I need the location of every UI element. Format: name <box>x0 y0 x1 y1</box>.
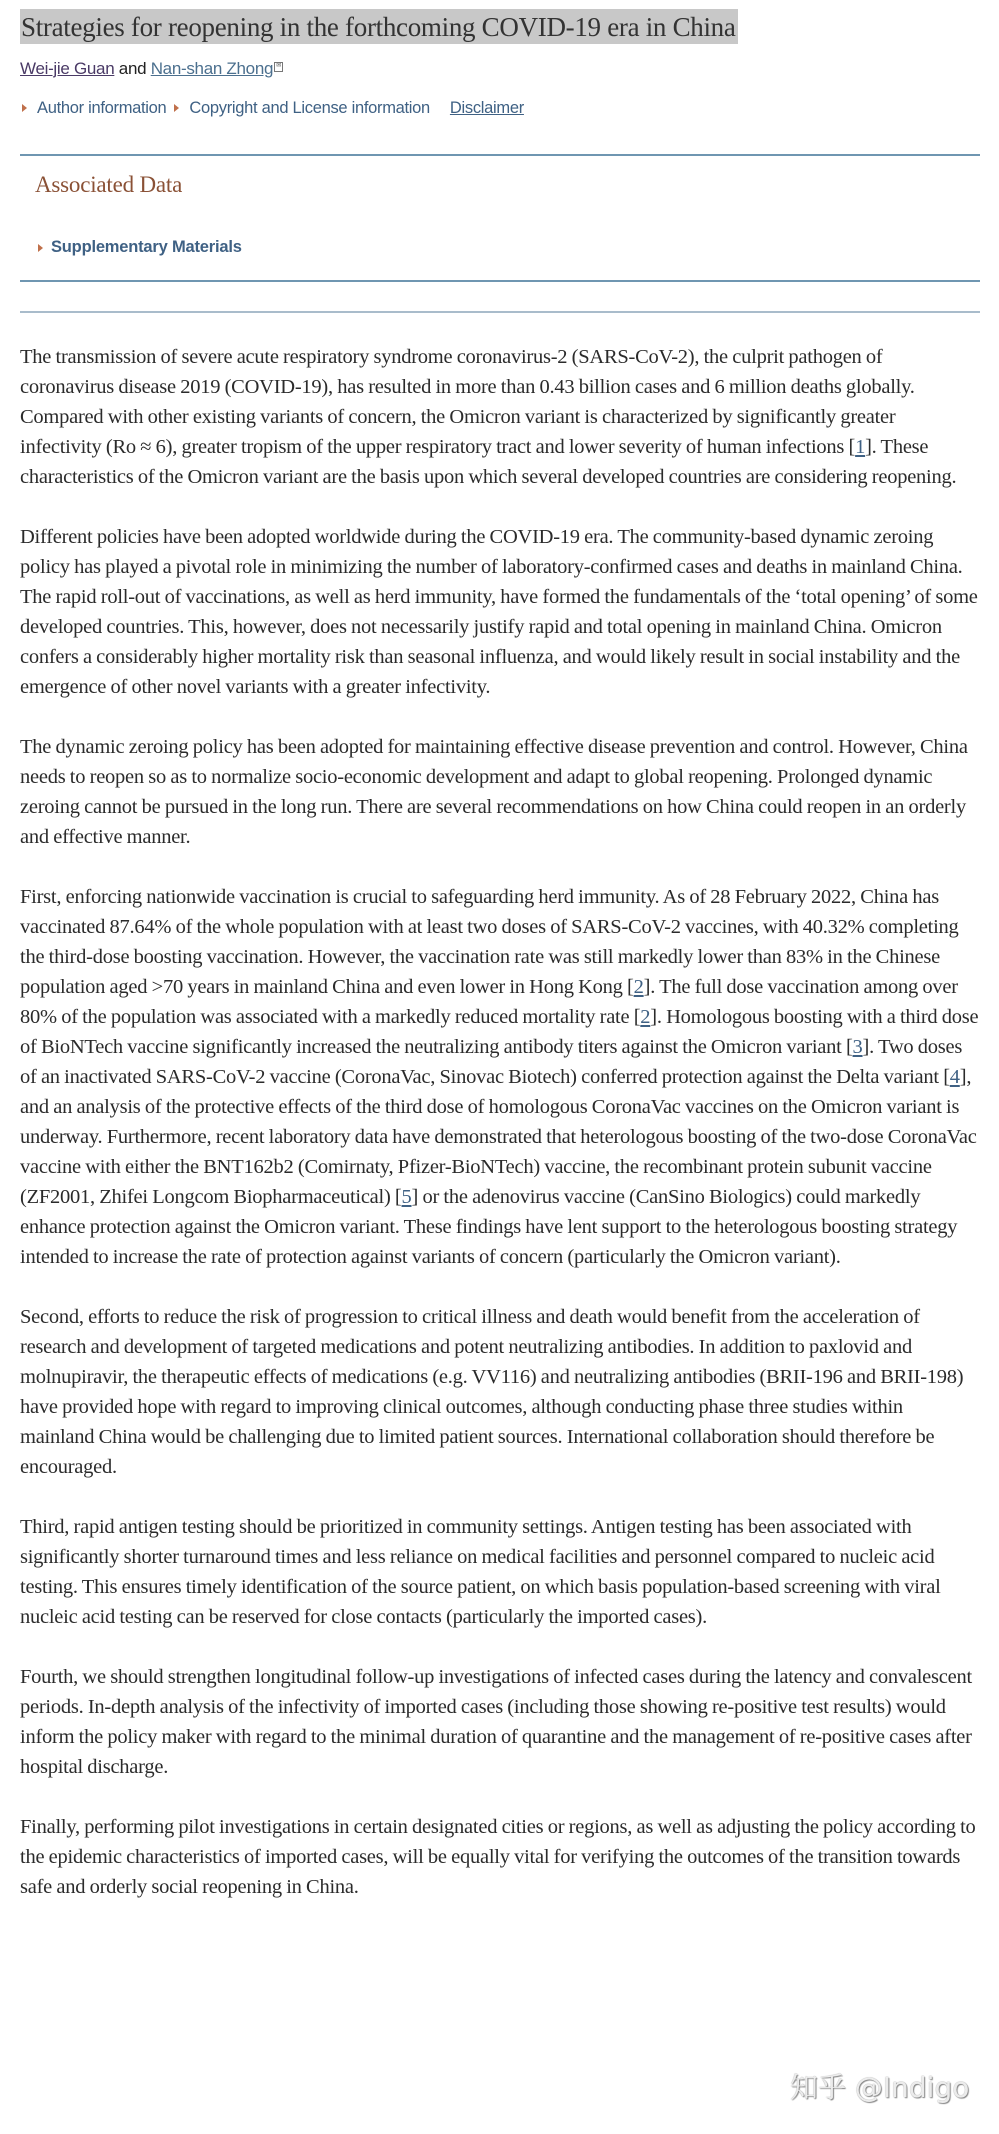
paragraph-text: Finally, performing pilot investigations in certain designated cities or regions, as well as adjusting the policy according to the epidemic characteristics of imported cases, will be equally vital for verifying the outcomes of the transition towards safe and orderly social reopening in China. <box>20 1816 976 1898</box>
expand-triangle-icon <box>174 104 179 112</box>
article-title: Strategies for reopening in the forthcoming COVID-19 era in China <box>20 9 738 44</box>
paragraph-text: Third, rapid antigen testing should be prioritized in community settings. Antigen testing has been associated with significantly shorter turnaround times and less reliance on medical facilities and personnel compared to nucleic acid testing. This ensures timely identification of the source patient, on which basis population-based screening with viral nucleic acid testing can be reserved for close contacts (particularly the imported cases). <box>20 1516 941 1628</box>
supplementary-materials-toggle[interactable] <box>38 238 242 257</box>
expand-triangle-icon <box>22 104 27 112</box>
expand-triangle-icon <box>38 244 43 252</box>
paragraph-text: ]. Two doses of an inactivated SARS-CoV-2 vaccine (CoronaVac, Sinovac Biotech) conferred protection against the Delta variant [ <box>20 1036 963 1088</box>
citation-link[interactable]: 1 <box>855 436 866 458</box>
author-conjunction: and <box>118 59 147 78</box>
citation-link[interactable]: 4 <box>949 1066 960 1088</box>
paragraph-text: ]. Homologous boosting with a third dose of BioNTech vaccine significantly increased the neutralizing antibody titers against the Omicron variant [ <box>20 1006 979 1058</box>
citation-link[interactable]: 5 <box>401 1186 412 1208</box>
author-list <box>20 58 980 80</box>
paragraph-text: ]. The full dose vaccination among over 80% of the population was associated with a markedly reduced mortality rate [ <box>20 976 958 1028</box>
title-wrap <box>20 9 980 44</box>
citation-link[interactable]: 3 <box>852 1036 863 1058</box>
paragraph-text: ], and an analysis of the protective effects of the third dose of homologous CoronaVac vaccines on the Omicron variant is underway. Furthermore, recent laboratory data have demonstrated that heterologous boosting of the two-dose CoronaVac vaccine with either the BNT162b2 (Comirnaty, Pfizer-BioNTech) vaccine, the recombinant protein subunit vaccine (ZF2001, Zhifei Longcom Biopharmaceutical) [ <box>20 1066 977 1208</box>
section-divider <box>20 311 980 313</box>
paragraph-text: Fourth, we should strengthen longitudinal follow-up investigations of infected cases during the latency and convalescent periods. In-depth analysis of the infectivity of imported cases (including those showing re-positive test results) would inform the policy maker with regard to the minimal duration of quarantine and the management of re-positive cases after hospital discharge. <box>20 1666 972 1778</box>
paragraph-text: Different policies have been adopted worldwide during the COVID-19 era. The community-based dynamic zeroing policy has played a pivotal role in minimizing the number of laboratory-confirmed cases and deaths in mainland China. The rapid roll-out of vaccinations, as well as herd immunity, have formed the fundamentals of the ‘total opening’ of some developed countries. This, however, does not necessarily justify rapid and total opening in mainland China. Omicron confers a considerably higher mortality risk than seasonal influenza, and would likely result in social instability and the emergence of other novel variants with a greater infectivity. <box>20 526 978 698</box>
article-page <box>20 0 980 1932</box>
paragraph-text: The transmission of severe acute respiratory syndrome coronavirus-2 (SARS-CoV-2), the culprit pathogen of coronavirus disease 2019 (COVID-19), has resulted in more than 0.43 billion cases and 6 million deaths globally. Compared with other existing variants of concern, the Omicron variant is characterized by significantly greater infectivity (Ro ≈ 6), greater tropism of the upper respiratory tract and lower severity of human infections [ <box>20 346 915 458</box>
supplementary-materials-label: Supplementary Materials <box>51 238 242 256</box>
author-link[interactable]: Wei-jie Guan <box>20 59 115 78</box>
paragraph-text: The dynamic zeroing policy has been adopted for maintaining effective disease prevention and control. However, China needs to reopen so as to normalize socio-economic development and adapt to global reopening. Prolonged dynamic zeroing cannot be pursued in the long run. There are several recommendations on how China could reopen in an orderly and effective manner. <box>20 736 968 848</box>
paragraph-text: Second, efforts to reduce the risk of progression to critical illness and death would benefit from the acceleration of research and development of targeted medications and potent neutralizing antibodies. In addition to paxlovid and molnupiravir, the therapeutic effects of medications (e.g. VV116) and neutralizing antibodies (BRII-196 and BRII-198) have provided hope with regard to improving clinical outcomes, although conducting phase three studies within mainland China would be challenging due to limited patient sources. International collaboration should therefore be encouraged. <box>20 1306 964 1478</box>
paragraph-text: ] or the adenovirus vaccine (CanSino Biologics) could markedly enhance protection against the Omicron variant. These findings have lent support to the heterologous boosting strategy intended to increase the rate of protection against variants of concern (particularly the Omicron variant). <box>20 1186 958 1268</box>
author-information-toggle[interactable] <box>20 97 166 119</box>
copyright-label: Copyright and License information <box>189 99 430 117</box>
body-paragraph <box>20 1302 980 1482</box>
disclaimer-link[interactable]: Disclaimer <box>449 99 524 117</box>
article-meta-links <box>20 97 980 119</box>
author-information-label: Author information <box>37 99 167 117</box>
citation-link[interactable]: 2 <box>640 1006 651 1028</box>
copyright-toggle[interactable] <box>172 97 430 119</box>
article-body <box>20 342 980 1902</box>
watermark: 知乎 @Indigo <box>790 2071 970 2104</box>
author-link[interactable]: Nan-shan Zhong <box>150 59 274 78</box>
body-paragraph <box>20 522 980 702</box>
mail-icon[interactable]: ✉ <box>274 62 283 72</box>
body-paragraph <box>20 342 980 492</box>
body-paragraph <box>20 1512 980 1632</box>
body-paragraph <box>20 732 980 852</box>
paragraph-text: ]. These characteristics of the Omicron variant are the basis upon which several developed countries are considering reopening. <box>20 436 957 488</box>
citation-link[interactable]: 2 <box>633 976 644 998</box>
body-paragraph <box>20 1662 980 1782</box>
body-paragraph <box>20 882 980 1272</box>
associated-data-heading: Associated Data <box>35 172 183 197</box>
paragraph-text: First, enforcing nationwide vaccination is crucial to safeguarding herd immunity. As of 28 February 2022, China has vaccinated 87.64% of the whole population with at least two doses of SARS-CoV-2 vaccines, with 40.32% completing the third-dose boosting vaccination. However, the vaccination rate was still markedly lower than 83% in the Chinese population aged >70 years in mainland China and even lower in Hong Kong [ <box>20 886 959 998</box>
associated-data-section <box>20 154 980 282</box>
body-paragraph <box>20 1812 980 1902</box>
